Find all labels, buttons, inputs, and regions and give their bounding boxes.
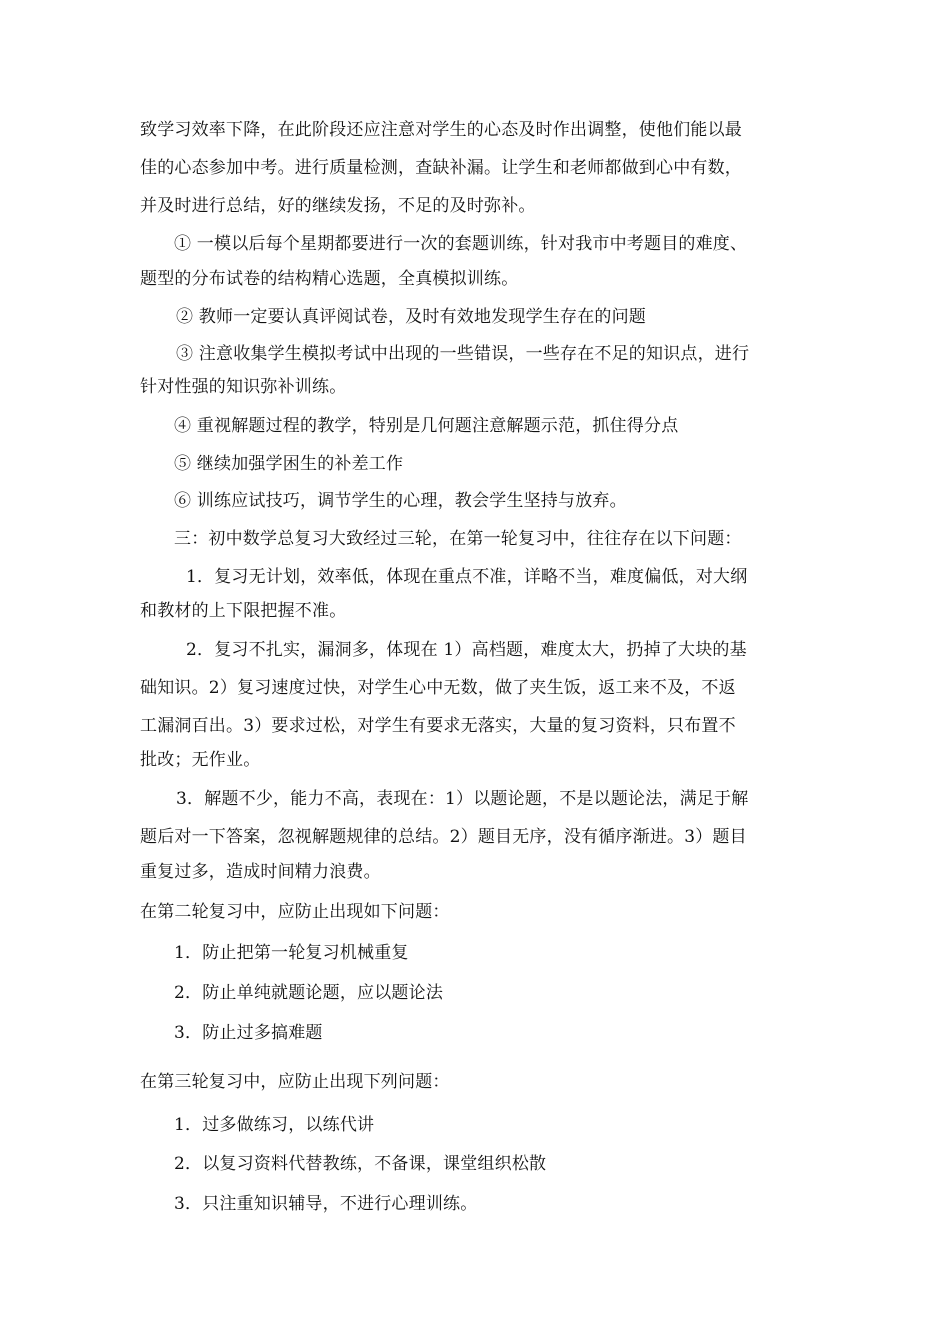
list-item: 3．只注重知识辅导，不进行心理训练。 xyxy=(174,1194,478,1214)
list-item: 3．解题不少，能力不高，表现在：1）以题论题，不是以题论法，满足于解 xyxy=(176,789,749,809)
list-item: ① 一模以后每个星期都要进行一次的套题训练，针对我市中考题目的难度、 xyxy=(174,234,748,254)
list-item: 1．复习无计划，效率低，体现在重点不准，详略不当，难度偏低，对大纲 xyxy=(186,567,748,587)
section-heading: 在第二轮复习中，应防止出现如下问题： xyxy=(140,902,450,922)
list-item: ④ 重视解题过程的教学，特别是几何题注意解题示范，抓住得分点 xyxy=(174,416,679,436)
paragraph-line: 重复过多，造成时间精力浪费。 xyxy=(140,862,381,882)
paragraph-line: 并及时进行总结，好的继续发扬，不足的及时弥补。 xyxy=(140,196,536,216)
paragraph-line: 针对性强的知识弥补训练。 xyxy=(140,377,347,397)
list-item: 2．复习不扎实，漏洞多，体现在 1）高档题，难度太大，扔掉了大块的基 xyxy=(186,640,747,660)
paragraph-line: 致学习效率下降，在此阶段还应注意对学生的心态及时作出调整，使他们能以最 xyxy=(140,120,742,140)
paragraph-line: 批改；无作业。 xyxy=(140,750,261,770)
list-item: ② 教师一定要认真评阅试卷，及时有效地发现学生存在的问题 xyxy=(176,307,647,327)
section-heading: 在第三轮复习中，应防止出现下列问题： xyxy=(140,1072,450,1092)
list-item: 3．防止过多搞难题 xyxy=(174,1023,323,1043)
paragraph-line: 和教材的上下限把握不准。 xyxy=(140,601,347,621)
paragraph-line: 佳的心态参加中考。进行质量检测，查缺补漏。让学生和老师都做到心中有数， xyxy=(140,158,742,178)
list-item: ⑥ 训练应试技巧，调节学生的心理，教会学生坚持与放弃。 xyxy=(174,491,627,511)
list-item: 2．以复习资料代替教练，不备课，课堂组织松散 xyxy=(174,1154,547,1174)
paragraph-line: 础知识。2）复习速度过快，对学生心中无数，做了夹生饭，返工来不及，不返 xyxy=(140,678,736,698)
paragraph-line: 题型的分布试卷的结构精心选题，全真模拟训练。 xyxy=(140,269,519,289)
list-item: 1．过多做练习，以练代讲 xyxy=(174,1115,375,1135)
list-item: 1．防止把第一轮复习机械重复 xyxy=(174,943,409,963)
paragraph-line: 工漏洞百出。3）要求过松，对学生有要求无落实，大量的复习资料，只布置不 xyxy=(140,716,736,736)
list-item: 2．防止单纯就题论题，应以题论法 xyxy=(174,983,444,1003)
paragraph-line: 题后对一下答案，忽视解题规律的总结。2）题目无序，没有循序渐进。3）题目 xyxy=(140,827,747,847)
section-heading: 三：初中数学总复习大致经过三轮，在第一轮复习中，往往存在以下问题： xyxy=(174,529,742,549)
list-item: ③ 注意收集学生模拟考试中出现的一些错误，一些存在不足的知识点，进行 xyxy=(176,344,750,364)
list-item: ⑤ 继续加强学困生的补差工作 xyxy=(174,454,404,474)
